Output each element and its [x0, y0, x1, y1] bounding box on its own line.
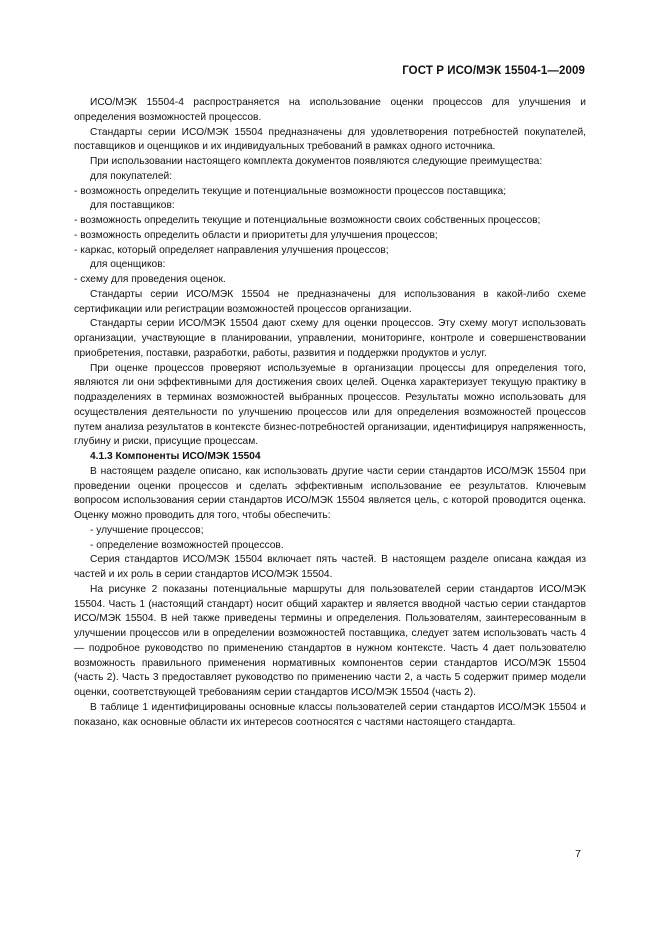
- list-item: - возможность определить текущие и потенциальные возможности своих собственных процессов;: [74, 215, 541, 226]
- paragraph: Серия стандартов ИСО/МЭК 15504 включает пять частей. В настоящем разделе описана каждая из частей и их роль в серии стандартов ИСО/МЭК 15504.: [74, 554, 586, 580]
- list-item: - улучшение процессов;: [90, 524, 204, 536]
- list-item: - возможность определить области и приоритеты для улучшения процессов;: [74, 229, 438, 241]
- paragraph: В таблице 1 идентифицированы основные классы пользователей серии стандартов ИСО/МЭК 15504 и показано, как основные области их интересов соотносятся с частями настоящего стандарта.: [74, 701, 586, 728]
- list-item: - каркас, который определяет направления улучшения процессов;: [74, 244, 389, 256]
- list-heading: для покупателей:: [90, 170, 173, 182]
- section-heading: 4.1.3 Компоненты ИСО/МЭК 15504: [90, 451, 261, 462]
- paragraph: На рисунке 2 показаны потенциальные маршруты для пользователей серии стандартов ИСО/МЭК 15504. Часть 1 (настоящий стандарт) носит общий характер и является вводной частью серии стандартов ИСО/МЭК 15504. В ней также приведены термины и определения. Пользователям, заинтересованным в улучшении процессов или в определении возможностей поставщика, следует затем использовать часть 4 — подробное руководство по применению стандартов в нужном контексте. Часть 4 дает пользователю возможность правильного применения нормативных компонентов серии стандартов ИСО/МЭК 15504 (часть 2). Часть 3 предоставляет руководство по применению части 2, а часть 5 содержит пример модели оценки, соответствующей требованиям серии стандартов ИСО/МЭК 15504 (часть 2).: [74, 583, 586, 698]
- list-item: - возможность определить текущие и потенциальные возможности процессов поставщика;: [74, 185, 507, 197]
- list-heading: для поставщиков:: [90, 200, 175, 212]
- paragraph: Стандарты серии ИСО/МЭК 15504 дают схему для оценки процессов. Эту схему могут использовать организации, участвующие в планировании, управлении, мониторинге, контроле и совершенствовании приобретения, поставки, разработки, работы, развития и поддержки продуктов и услуг.: [74, 318, 586, 359]
- page-number: 7: [575, 848, 581, 860]
- paragraph: Стандарты серии ИСО/МЭК 15504 не предназначены для использования в какой-либо схеме сертификации или регистрации возможностей процессов организации.: [74, 288, 586, 315]
- document-header: ГОСТ Р ИСО/МЭК 15504-1—2009: [402, 65, 585, 77]
- paragraph: ИСО/МЭК 15504-4 распространяется на использование оценки процессов для улучшения и определения возможностей процессов.: [74, 97, 586, 123]
- list-heading: для оценщиков:: [90, 259, 166, 271]
- paragraph: Стандарты серии ИСО/МЭК 15504 предназначены для удовлетворения потребностей покупателей, поставщиков и оценщиков и их индивидуальных требований в рамках одного источника.: [74, 126, 586, 153]
- body-text: [74, 96, 586, 730]
- list-item: - схему для проведения оценок.: [74, 274, 226, 285]
- paragraph: При оценке процессов проверяют используемые в организации процессы для определения того, являются ли они эффективными для достижения своих целей. Оценка характеризует текущую практику в подразделениях в терминах возможностей выбранных процессов. Результаты можно использовать для осуществления деятельности по улучшению процессов или для определения возможностей процессов путем анализа результатов в контексте бизнес-потребностей организации, идентифицируя напряженность, глубину и риски, присущие процессам.: [74, 362, 586, 448]
- list-item: - определение возможностей процессов.: [90, 539, 284, 551]
- paragraph: В настоящем разделе описано, как использовать другие части серии стандартов ИСО/МЭК 15504 при проведении оценки процессов и сделать эффективным использование ее результатов. Ключевым вопросом использования серии стандартов ИСО/МЭК 15504 является цель, с которой проводится оценка. Оценку можно проводить для того, чтобы обеспечить:: [74, 465, 586, 521]
- paragraph: При использовании настоящего комплекта документов появляются следующие преимущества:: [90, 156, 543, 167]
